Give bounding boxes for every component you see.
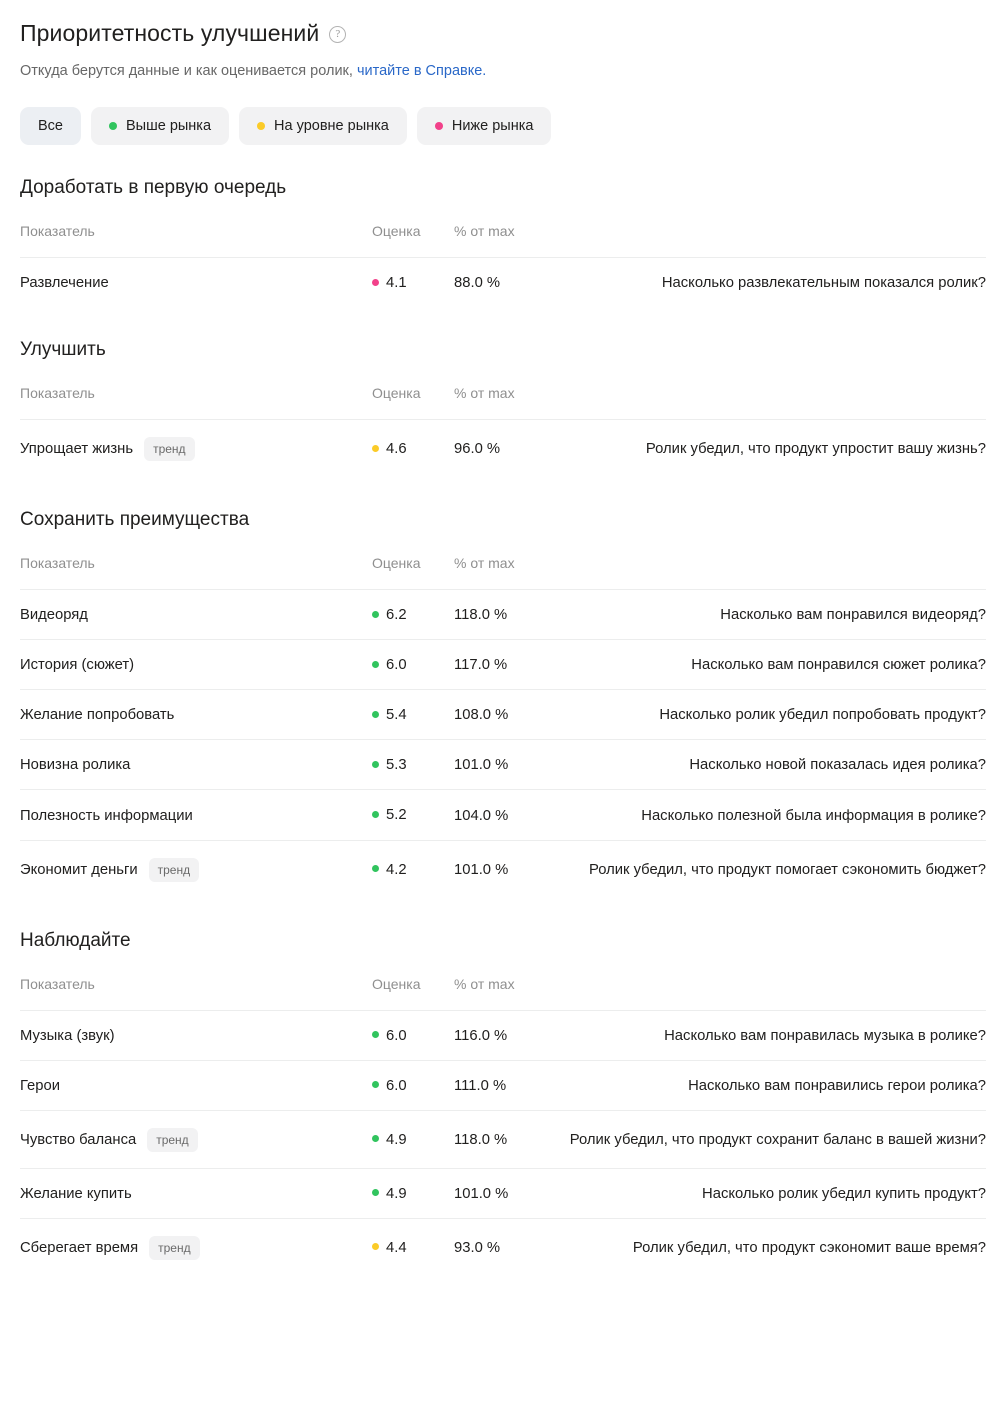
metric-name-cell xyxy=(20,790,372,840)
table-header-row xyxy=(20,379,986,420)
column-header-name: Показатель xyxy=(20,385,95,402)
metric-description: Насколько вам понравилась музыка в ролике? xyxy=(554,1010,986,1060)
metric-name-wrap xyxy=(20,1078,372,1094)
metric-description: Ролик убедил, что продукт сэкономит ваше время? xyxy=(554,1218,986,1276)
metric-score: 5.2 xyxy=(386,807,407,824)
metric-percent: 101.0 % xyxy=(454,740,554,790)
status-dot-icon xyxy=(372,761,379,768)
metric-name-cell xyxy=(20,1218,372,1276)
metric-name: Чувство баланса xyxy=(20,1131,137,1148)
filter-status-dot xyxy=(435,122,443,130)
metric-name-wrap xyxy=(20,757,372,773)
metric-name-cell xyxy=(20,1010,372,1060)
column-header-pct: % от max xyxy=(454,975,515,992)
metric-score: 4.9 xyxy=(386,1185,407,1202)
filter-chip-1[interactable] xyxy=(91,107,229,145)
metric-score-cell xyxy=(372,1010,454,1060)
metric-name-cell xyxy=(20,640,372,690)
metric-section xyxy=(20,928,986,1276)
filter-chip-2[interactable] xyxy=(239,107,407,145)
metric-name: Новизна ролика xyxy=(20,757,131,774)
metric-name: Развлечение xyxy=(20,275,109,292)
filter-chip-label: Ниже рынка xyxy=(451,118,534,134)
sections-container xyxy=(20,175,986,1276)
filter-chip-group xyxy=(20,107,986,145)
metric-score-cell xyxy=(372,840,454,898)
table-row[interactable] xyxy=(20,840,986,898)
column-header-name: Показатель xyxy=(20,555,95,572)
metric-name: Музыка (звук) xyxy=(20,1027,115,1044)
filter-status-dot xyxy=(257,122,265,130)
column-header-name: Показатель xyxy=(20,975,95,992)
metric-score-cell xyxy=(372,420,454,478)
metric-score: 6.0 xyxy=(386,1077,407,1094)
metric-name-wrap xyxy=(20,1128,372,1152)
metric-name-cell xyxy=(20,1110,372,1168)
status-dot-icon xyxy=(372,811,379,818)
metric-section xyxy=(20,507,986,897)
column-header-pct: % от max xyxy=(454,385,515,402)
metric-percent: 88.0 % xyxy=(454,258,554,308)
metric-score: 4.2 xyxy=(386,861,407,878)
metric-name: Упрощает жизнь xyxy=(20,441,134,458)
metric-score: 6.0 xyxy=(386,1027,407,1044)
metric-name-cell xyxy=(20,258,372,308)
metric-score-cell xyxy=(372,1168,454,1218)
metric-name-cell xyxy=(20,690,372,740)
filter-chip-label: Выше рынка xyxy=(126,118,212,134)
metric-score-cell xyxy=(372,258,454,308)
status-dot-icon xyxy=(372,1031,379,1038)
metric-score-cell xyxy=(372,740,454,790)
status-dot-icon xyxy=(372,1189,379,1196)
metric-name-wrap xyxy=(20,707,372,723)
section-title: Наблюдайте xyxy=(20,929,131,951)
metric-percent: 96.0 % xyxy=(454,420,554,478)
table-row[interactable] xyxy=(20,1218,986,1276)
filter-chip-0[interactable] xyxy=(20,107,81,145)
filter-chip-3[interactable] xyxy=(417,107,552,145)
metric-name-wrap xyxy=(20,657,372,673)
table-row[interactable] xyxy=(20,1010,986,1060)
metric-description: Насколько ролик убедил попробовать продукт? xyxy=(554,690,986,740)
metric-name-wrap xyxy=(20,1236,372,1260)
status-dot-icon xyxy=(372,1081,379,1088)
metric-name-cell xyxy=(20,420,372,478)
metric-name-cell xyxy=(20,840,372,898)
metric-name-wrap xyxy=(20,437,372,461)
table-row[interactable] xyxy=(20,258,986,308)
metric-score-cell xyxy=(372,1110,454,1168)
table-row[interactable] xyxy=(20,690,986,740)
metric-name: Желание купить xyxy=(20,1185,132,1202)
metric-score-cell xyxy=(372,640,454,690)
metric-section xyxy=(20,337,986,477)
metric-name-wrap xyxy=(20,1186,372,1202)
column-header-description xyxy=(554,549,986,590)
metric-score: 4.1 xyxy=(386,275,407,292)
table-row[interactable] xyxy=(20,420,986,478)
table-header-row xyxy=(20,217,986,258)
table-row[interactable] xyxy=(20,790,986,840)
trend-badge: тренд xyxy=(149,858,199,882)
column-header-description xyxy=(554,970,986,1011)
metric-score-cell xyxy=(372,1218,454,1276)
metric-score-cell xyxy=(372,590,454,640)
metric-description: Ролик убедил, что продукт упростит вашу жизнь? xyxy=(554,420,986,478)
metric-name-wrap xyxy=(20,607,372,623)
metric-description: Насколько ролик убедил купить продукт? xyxy=(554,1168,986,1218)
metric-percent: 116.0 % xyxy=(454,1010,554,1060)
table-header-row xyxy=(20,549,986,590)
metric-percent: 101.0 % xyxy=(454,1168,554,1218)
metric-name: Видеоряд xyxy=(20,607,88,624)
status-dot-icon xyxy=(372,865,379,872)
metric-percent: 104.0 % xyxy=(454,790,554,840)
section-title: Доработать в первую очередь xyxy=(20,177,287,198)
metric-percent: 108.0 % xyxy=(454,690,554,740)
metric-description: Насколько развлекательным показался ролик? xyxy=(554,258,986,308)
column-header-description xyxy=(554,217,986,258)
filter-chip-label: На уровне рынка xyxy=(274,118,389,134)
column-header-score: Оценка xyxy=(372,385,421,402)
metric-score: 6.0 xyxy=(386,657,407,674)
metric-name-cell xyxy=(20,590,372,640)
metric-percent: 101.0 % xyxy=(454,840,554,898)
metric-name: Полезность информации xyxy=(20,807,193,824)
status-dot-icon xyxy=(372,445,379,452)
table-row[interactable] xyxy=(20,640,986,690)
trend-badge: тренд xyxy=(147,1128,197,1152)
trend-badge: тренд xyxy=(144,437,194,461)
status-dot-icon xyxy=(372,611,379,618)
status-dot-icon xyxy=(372,711,379,718)
column-header-score: Оценка xyxy=(372,555,421,572)
table-row[interactable] xyxy=(20,1110,986,1168)
metric-score: 4.6 xyxy=(386,441,407,458)
metrics-table xyxy=(20,379,986,477)
metric-percent: 118.0 % xyxy=(454,590,554,640)
subtitle-text: Откуда берутся данные и как оценивается ролик, xyxy=(20,63,357,79)
metric-section xyxy=(20,175,986,307)
metric-name-wrap xyxy=(20,1028,372,1044)
metric-score-cell xyxy=(372,1060,454,1110)
trend-badge: тренд xyxy=(149,1236,199,1260)
metric-description: Ролик убедил, что продукт помогает сэкономить бюджет? xyxy=(554,840,986,898)
metric-description: Насколько полезной была информация в ролике? xyxy=(554,790,986,840)
metric-score-cell xyxy=(372,690,454,740)
metric-percent: 93.0 % xyxy=(454,1218,554,1276)
metric-name-wrap xyxy=(20,808,372,824)
filter-chip-label: Все xyxy=(38,118,63,134)
table-row[interactable] xyxy=(20,740,986,790)
metric-name: Сберегает время xyxy=(20,1239,139,1256)
table-row[interactable] xyxy=(20,1060,986,1110)
metric-score: 4.4 xyxy=(386,1239,407,1256)
column-header-score: Оценка xyxy=(372,223,421,239)
metric-name: Экономит деньги xyxy=(20,861,138,878)
page-subtitle xyxy=(20,61,986,81)
metric-name-cell xyxy=(20,1168,372,1218)
filter-status-dot xyxy=(109,122,117,130)
metric-name: Желание попробовать xyxy=(20,707,175,724)
metric-score-cell xyxy=(372,790,454,840)
metrics-table xyxy=(20,217,986,307)
table-header-row xyxy=(20,970,986,1011)
metric-name: Герои xyxy=(20,1077,60,1094)
metric-name-wrap xyxy=(20,858,372,882)
column-header-score: Оценка xyxy=(372,975,421,992)
column-header-description xyxy=(554,379,986,420)
table-row[interactable] xyxy=(20,590,986,640)
column-header-pct: % от max xyxy=(454,223,515,239)
metric-name-cell xyxy=(20,1060,372,1110)
status-dot-icon xyxy=(372,1135,379,1142)
metric-score: 5.4 xyxy=(386,707,407,724)
metric-description: Ролик убедил, что продукт сохранит баланс в вашей жизни? xyxy=(554,1110,986,1168)
section-title: Улучшить xyxy=(20,339,106,361)
column-header-pct: % от max xyxy=(454,555,515,572)
metric-description: Насколько вам понравились герои ролика? xyxy=(554,1060,986,1110)
metrics-table xyxy=(20,549,986,897)
metric-description: Насколько вам понравился видеоряд? xyxy=(554,590,986,640)
status-dot-icon xyxy=(372,661,379,668)
metric-percent: 118.0 % xyxy=(454,1110,554,1168)
help-link[interactable]: читайте в Справке. xyxy=(356,63,487,79)
page-title: Приоритетность улучшений xyxy=(20,20,320,46)
table-row[interactable] xyxy=(20,1168,986,1218)
metric-percent: 117.0 % xyxy=(454,640,554,690)
section-title: Сохранить преимущества xyxy=(20,509,250,531)
metric-score: 4.9 xyxy=(386,1131,407,1148)
metric-score: 6.2 xyxy=(386,607,407,624)
metric-name: История (сюжет) xyxy=(20,657,135,674)
column-header-name: Показатель xyxy=(20,223,95,239)
page-header xyxy=(20,18,986,48)
metric-name-wrap xyxy=(20,275,372,291)
metric-score: 5.3 xyxy=(386,757,407,774)
status-dot-icon xyxy=(372,1243,379,1250)
metric-percent: 111.0 % xyxy=(454,1060,554,1110)
question-mark-icon[interactable]: ? xyxy=(329,26,346,43)
metric-description: Насколько новой показалась идея ролика? xyxy=(554,740,986,790)
metrics-table xyxy=(20,970,986,1276)
metric-name-cell xyxy=(20,740,372,790)
metric-description: Насколько вам понравился сюжет ролика? xyxy=(554,640,986,690)
status-dot-icon xyxy=(372,279,379,286)
